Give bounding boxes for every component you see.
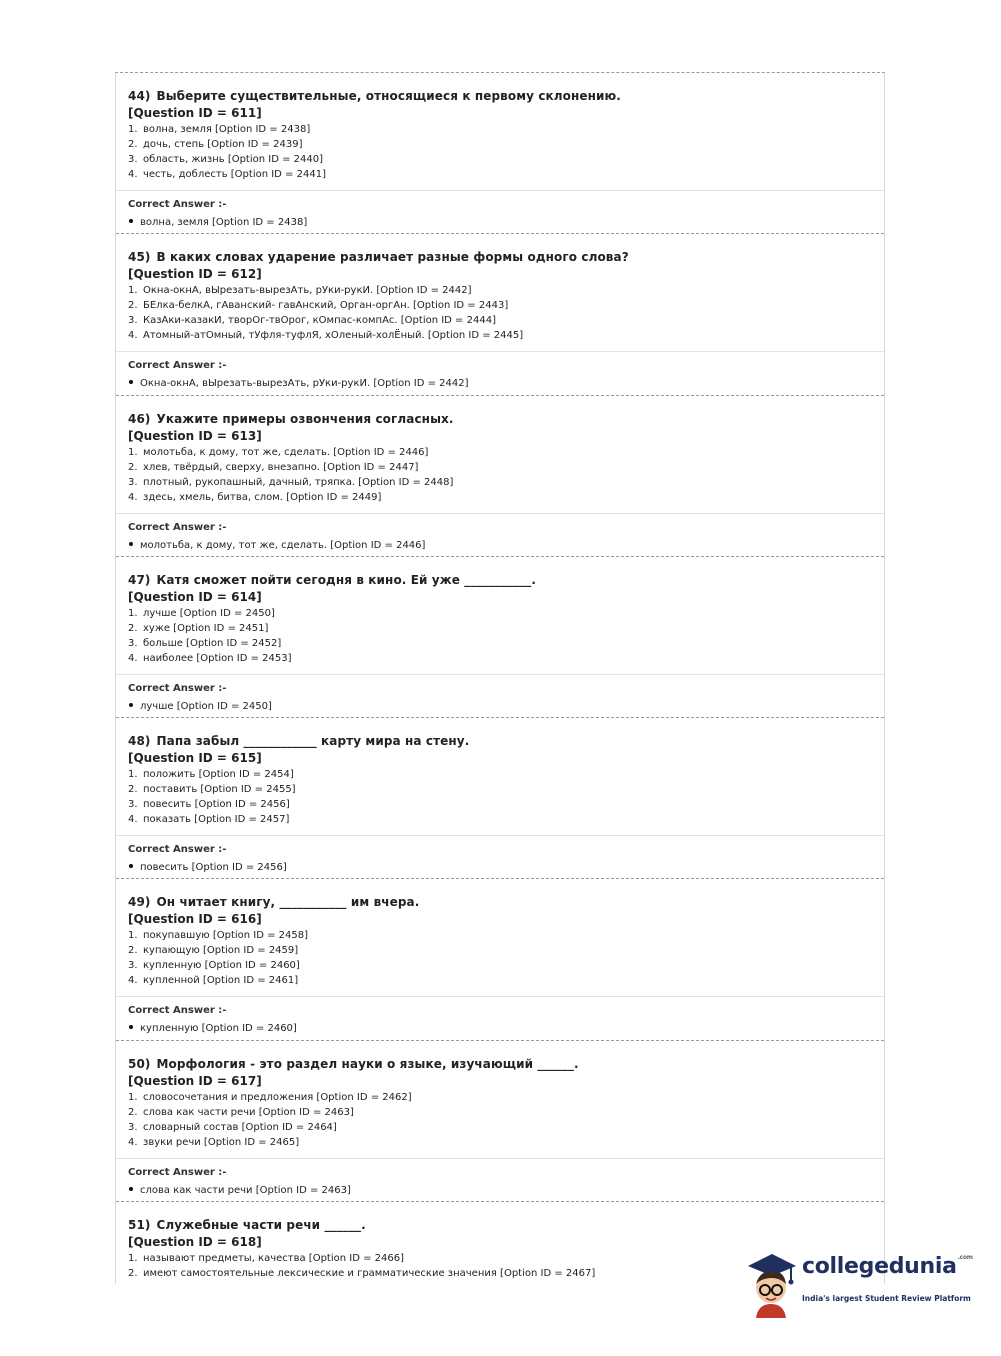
question-title [128,1057,884,1071]
option-number: 2. [128,139,138,150]
question-text: Катя сможет пойти сегодня в кино. Ей уже ___________. [156,572,537,587]
option-text: поставить [Option ID = 2455] [143,784,296,796]
option-text: хлев, твёрдый, сверху, внезапно. [Option ID = 2447] [143,461,419,473]
question-number: 49) [128,895,151,910]
question-text: Папа забыл ____________ карту мира на стену. [156,734,470,749]
question-block [116,879,884,1040]
question-sheet [115,72,885,1284]
option-item [128,782,884,797]
correct-answer-text: купленную [Option ID = 2460] [140,1023,297,1035]
option-item [128,1105,884,1120]
option-number: 4. [128,169,138,180]
option-number: 1. [128,1253,138,1265]
question-id: [Question ID = 612] [128,267,262,282]
option-item [128,797,884,812]
question-block [116,234,884,395]
correct-answer-label: Correct Answer :- [128,199,227,210]
question-body [116,879,884,997]
question-text: Служебные части речи ______. [156,1218,366,1233]
option-item [128,1135,884,1150]
option-text: наиболее [Option ID = 2453] [143,652,292,664]
option-item [128,651,884,666]
option-text: звуки речи [Option ID = 2465] [143,1136,300,1148]
question-title [128,89,884,103]
option-number: 3. [128,476,138,488]
question-block [116,718,884,879]
option-item [128,928,884,943]
bullet-icon [129,1025,133,1029]
logo-wordmark [802,1254,973,1279]
correct-answer-section [116,1159,884,1196]
question-id: [Question ID = 618] [128,1235,262,1250]
option-text: называют предметы, качества [Option ID = 2466] [143,1253,404,1265]
logo-suffix: .com [957,1254,973,1261]
correct-answer-section [116,352,884,389]
option-text: купленную [Option ID = 2460] [143,960,300,972]
option-number: 1. [128,769,138,781]
option-number: 4. [128,652,138,664]
option-number: 2. [128,300,138,312]
correct-answer-label: Correct Answer :- [128,360,227,372]
question-number: 47) [128,572,151,587]
question-body [116,73,884,191]
correct-answer-text: молотьба, к дому, тот же, сделать. [Option ID = 2446] [140,539,426,551]
correct-answer-label: Correct Answer :- [128,682,227,694]
option-item [128,328,884,343]
option-number: 2. [128,945,138,957]
option-item [128,621,884,636]
option-number: 4. [128,1136,138,1148]
option-item [128,943,884,958]
question-block [116,73,884,234]
option-number: 1. [128,446,138,458]
collegedunia-logo[interactable] [742,1248,972,1320]
question-title [128,412,884,426]
question-text: Выберите существительные, относящиеся к первому склонению. [156,89,621,103]
option-text: словосочетания и предложения [Option ID = 2462] [143,1091,412,1103]
question-body [116,557,884,675]
option-number: 3. [128,799,138,811]
option-number: 3. [128,960,138,972]
option-item [128,1090,884,1105]
option-text: Окна-окнА, вЫрезать-вырезАть, рУки-рукИ. [Option ID = 2442] [143,285,472,297]
option-number: 3. [128,637,138,649]
question-body [116,718,884,836]
correct-answer-text: повесить [Option ID = 2456] [140,862,287,874]
correct-answer [128,701,884,712]
option-number: 3. [128,1121,138,1133]
logo-name-text: collegedunia [802,1254,957,1279]
question-id: [Question ID = 614] [128,589,262,604]
question-id: [Question ID = 615] [128,751,262,766]
option-text: молотьба, к дому, тот же, сделать. [Option ID = 2446] [143,446,429,458]
correct-answer-text: волна, земля [Option ID = 2438] [140,217,308,228]
bullet-icon [129,380,133,384]
correct-answer-section [116,514,884,551]
option-item [128,636,884,651]
option-text: дочь, степь [Option ID = 2439] [143,139,303,150]
option-item [128,298,884,313]
question-text: Морфология - это раздел науки о языке, изучающий ______. [156,1056,579,1071]
option-item [128,490,884,505]
correct-answer-text: Окна-окнА, вЫрезать-вырезАть, рУки-рукИ. [Option ID = 2442] [140,378,469,390]
option-text: волна, земля [Option ID = 2438] [143,124,311,135]
option-text: больше [Option ID = 2452] [143,637,282,649]
option-item [128,973,884,988]
mascot-icon [742,1248,800,1320]
option-number: 1. [128,930,138,942]
option-text: БЕлка-белкА, гАванский- гавАнский, Орган-оргАн. [Option ID = 2443] [143,300,509,312]
question-id: [Question ID = 613] [128,428,262,443]
option-text: покупавшую [Option ID = 2458] [143,930,309,942]
correct-answer [128,378,884,389]
bullet-icon [129,542,133,546]
correct-answer-label: Correct Answer :- [128,521,227,533]
option-text: словарный состав [Option ID = 2464] [143,1121,337,1133]
question-title [128,573,884,587]
option-text: положить [Option ID = 2454] [143,769,294,781]
question-number: 44) [128,89,151,103]
question-number: 48) [128,734,151,749]
option-text: честь, доблесть [Option ID = 2441] [143,169,326,180]
bullet-icon [129,864,133,868]
option-text: купленной [Option ID = 2461] [143,975,299,987]
option-number: 4. [128,814,138,826]
option-item [128,812,884,827]
logo-tagline: India's largest Student Review Platform [802,1294,971,1303]
option-number: 2. [128,784,138,796]
option-text: Атомный-атОмный, тУфля-туфлЯ, хОленый-холЁный. [Option ID = 2445] [143,330,524,342]
correct-answer-label: Correct Answer :- [128,844,227,856]
option-text: имеют самостоятельные лексические и грамматические значения [Option ID = 2467] [143,1268,596,1280]
option-text: купающую [Option ID = 2459] [143,945,299,957]
option-number: 2. [128,622,138,634]
option-number: 4. [128,330,138,342]
option-text: хуже [Option ID = 2451] [143,622,269,634]
option-item [128,167,884,182]
option-item [128,475,884,490]
correct-answer-text: лучше [Option ID = 2450] [140,700,272,712]
correct-answer-label: Correct Answer :- [128,1166,227,1178]
option-item [128,152,884,167]
option-text: слова как части речи [Option ID = 2463] [143,1106,354,1118]
option-number: 1. [128,607,138,619]
option-text: лучше [Option ID = 2450] [143,607,275,619]
correct-answer-text: слова как части речи [Option ID = 2463] [140,1184,351,1196]
question-body [116,396,884,514]
question-title [128,1218,884,1232]
correct-answer-section [116,675,884,712]
question-text: В каких словах ударение различает разные формы одного слова? [156,250,629,265]
question-body [116,1041,884,1159]
option-item [128,283,884,298]
question-id: [Question ID = 617] [128,1073,262,1088]
question-title [128,895,884,909]
option-text: КазАки-казакИ, творОг-твОрог, кОмпас-компАс. [Option ID = 2444] [143,315,496,327]
option-number: 1. [128,1091,138,1103]
option-text: повесить [Option ID = 2456] [143,799,290,811]
option-text: показать [Option ID = 2457] [143,814,290,826]
question-text: Укажите примеры озвончения согласных. [156,411,454,426]
option-item [128,137,884,152]
correct-answer-section [116,191,884,228]
correct-answer-section [116,997,884,1034]
option-item [128,122,884,137]
question-title [128,250,884,264]
correct-answer-section [116,836,884,873]
option-item [128,313,884,328]
correct-answer [128,1023,884,1034]
option-number: 1. [128,285,138,297]
correct-answer-label: Correct Answer :- [128,1005,227,1017]
option-item [128,767,884,782]
question-block [116,557,884,718]
question-id: [Question ID = 616] [128,912,262,927]
option-number: 1. [128,124,138,135]
option-number: 2. [128,461,138,473]
question-block [116,396,884,557]
option-item [128,460,884,475]
bullet-icon [129,219,133,223]
question-text: Он читает книгу, ___________ им вчера. [156,895,420,910]
question-id: [Question ID = 611] [128,106,262,120]
option-item [128,606,884,621]
question-number: 51) [128,1218,151,1233]
question-block [116,1041,884,1202]
correct-answer [128,540,884,551]
question-number: 46) [128,411,151,426]
option-number: 2. [128,1106,138,1118]
option-text: здесь, хмель, битва, слом. [Option ID = 2449] [143,491,382,503]
question-title [128,734,884,748]
option-item [128,445,884,460]
correct-answer [128,862,884,873]
question-body [116,234,884,352]
correct-answer [128,1185,884,1196]
option-item [128,1120,884,1135]
correct-answer [128,217,884,228]
option-text: плотный, рукопашный, дачный, тряпка. [Option ID = 2448] [143,476,454,488]
option-number: 3. [128,315,138,327]
option-number: 3. [128,154,138,165]
option-text: область, жизнь [Option ID = 2440] [143,154,324,165]
bullet-icon [129,1187,133,1191]
question-number: 45) [128,250,151,265]
option-number: 2. [128,1268,138,1280]
question-number: 50) [128,1056,151,1071]
option-number: 4. [128,491,138,503]
option-number: 4. [128,975,138,987]
bullet-icon [129,703,133,707]
option-item [128,958,884,973]
